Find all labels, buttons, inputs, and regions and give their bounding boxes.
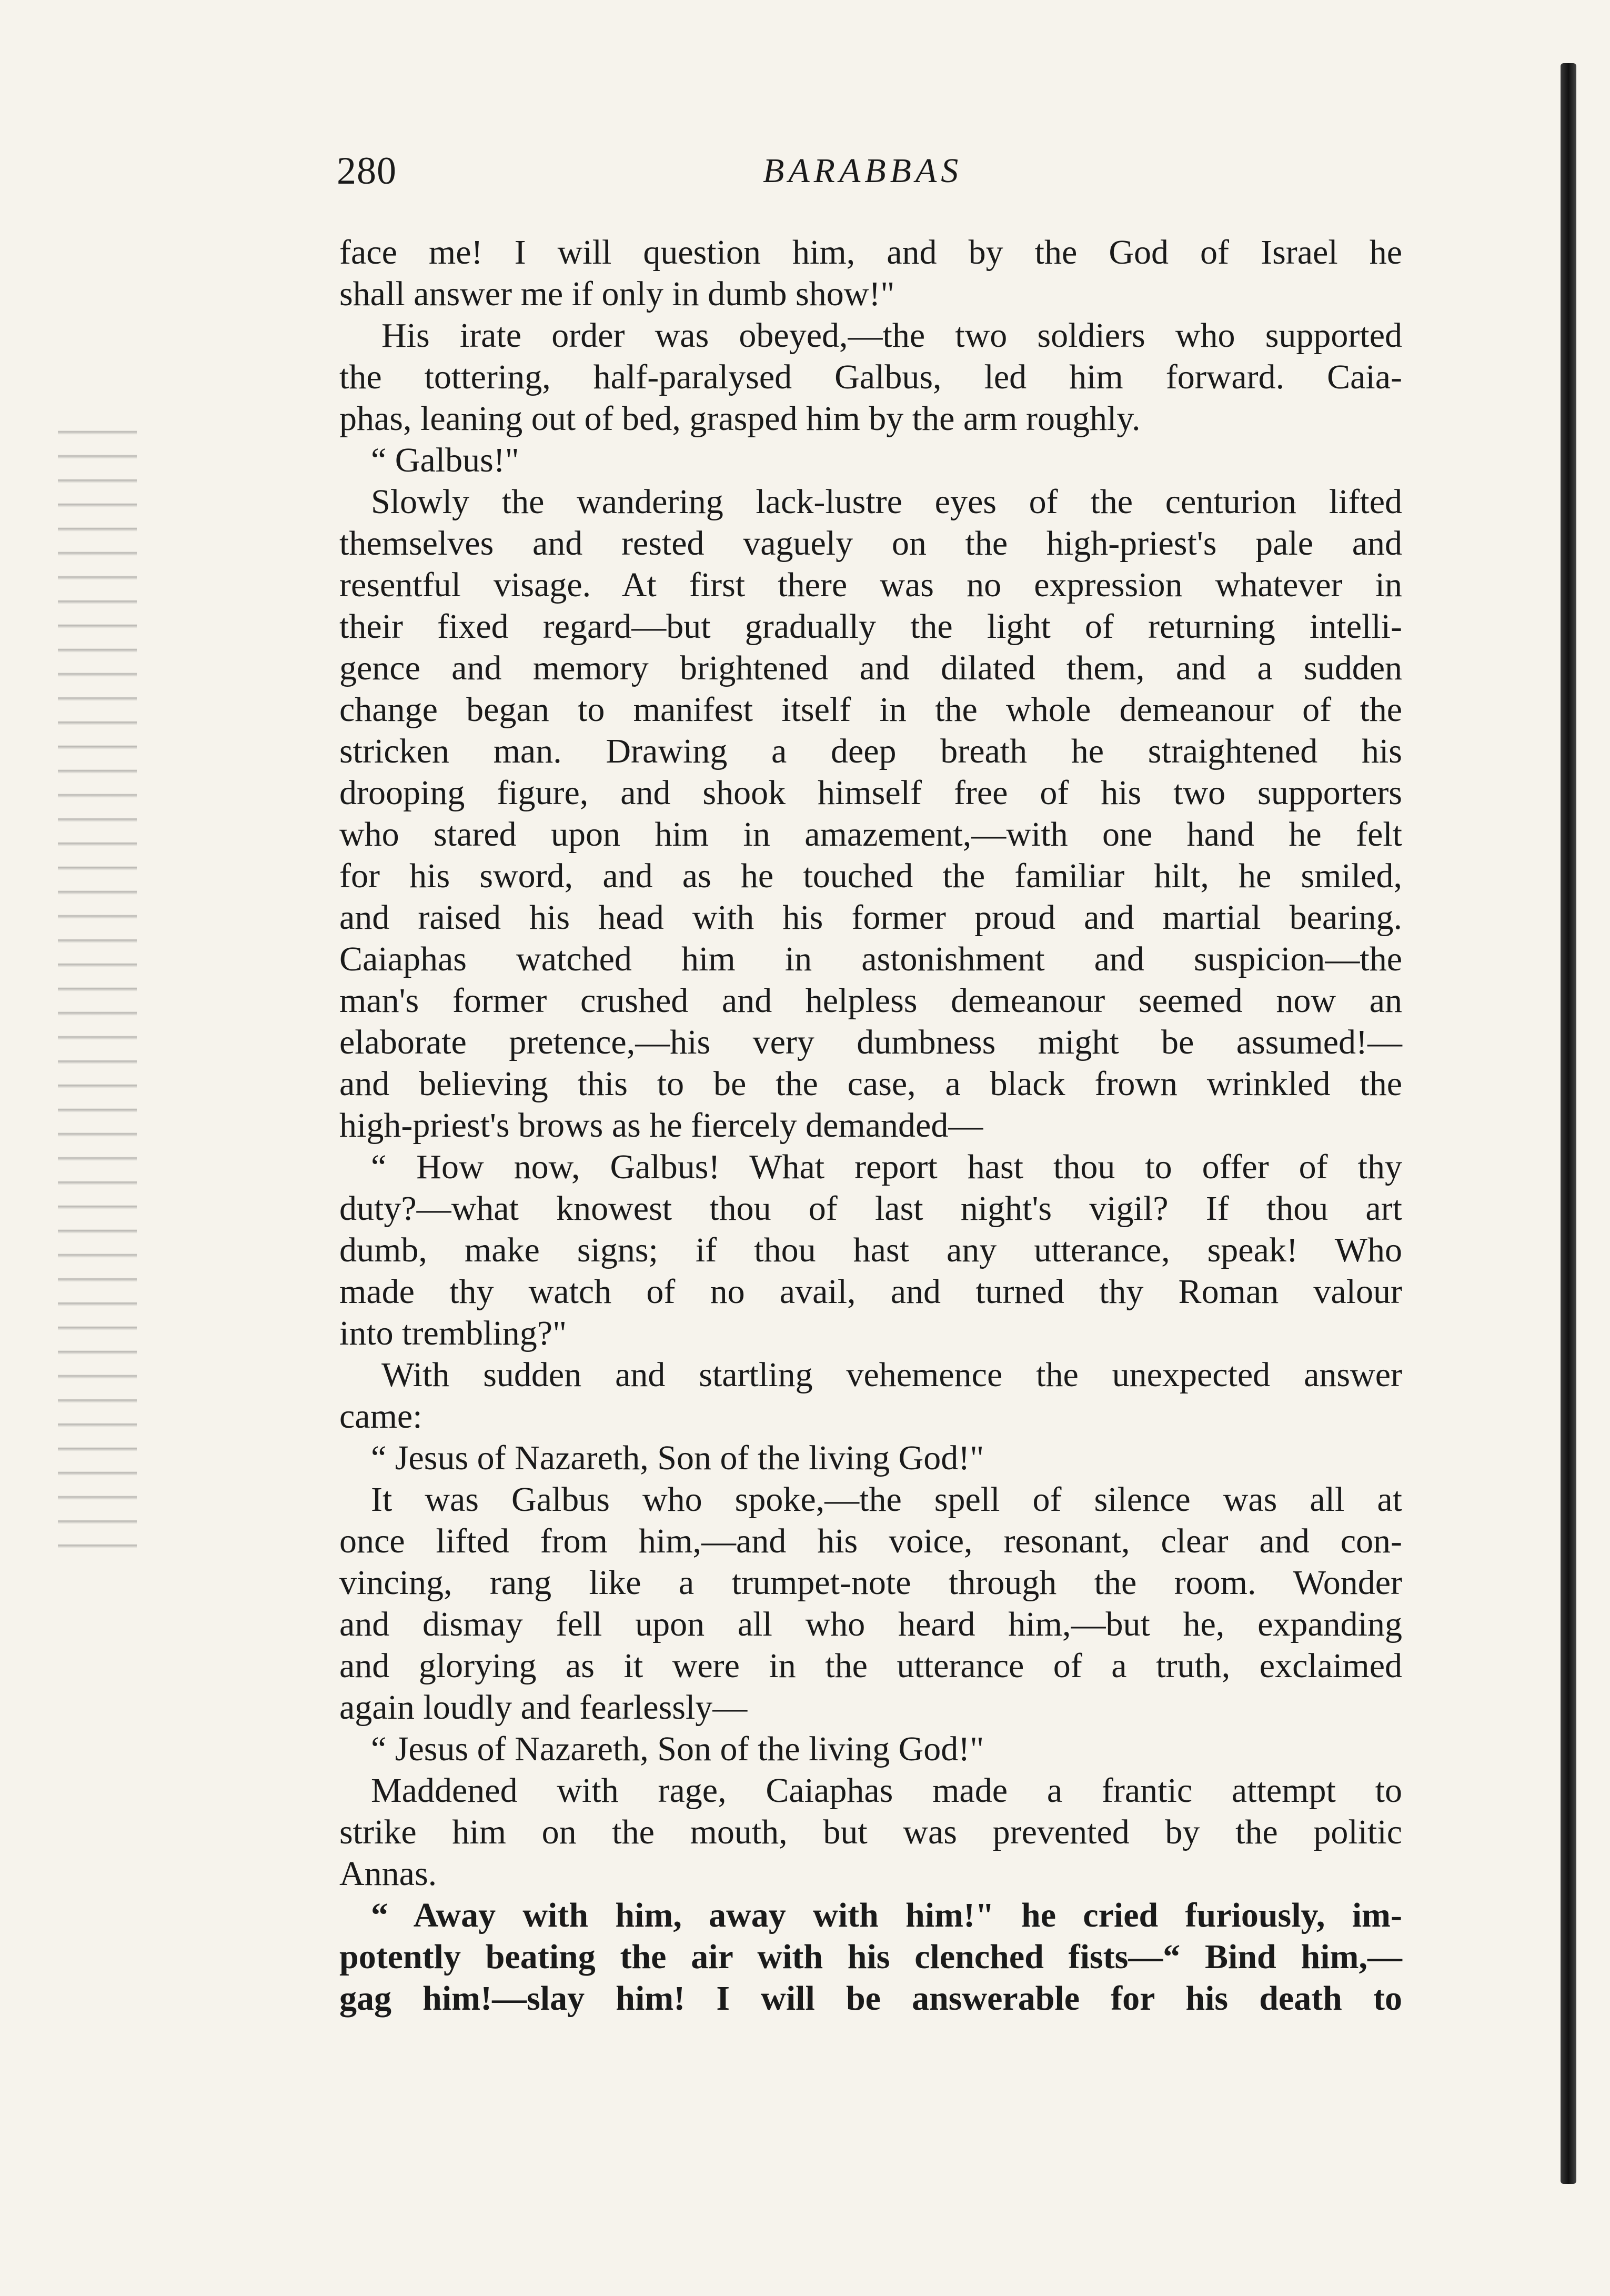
text-line: the tottering, half-paralysed Galbus, led him forward. Caia-: [339, 358, 1402, 396]
text-line: shall answer me if only in dumb show!": [339, 275, 895, 313]
text-line: made thy watch of no avail, and turned thy Roman valour: [339, 1272, 1402, 1311]
text-line: resentful visage. At first there was no expression whatever in: [339, 566, 1402, 604]
binding-edge: [1561, 63, 1576, 2184]
text-line: drooping figure, and shook himself free of his two supporters: [339, 774, 1402, 812]
text-line: phas, leaning out of bed, grasped him by the arm roughly.: [339, 399, 1141, 438]
text-line: “ Jesus of Nazareth, Son of the living God!": [371, 1730, 984, 1768]
text-line: With sudden and startling vehemence the unexpected answer: [381, 1356, 1402, 1394]
text-line: for his sword, and as he touched the familiar hilt, he smiled,: [339, 857, 1402, 895]
text-line: It was Galbus who spoke,—the spell of silence was all at: [371, 1480, 1402, 1519]
text-line: “ How now, Galbus! What report hast thou to offer of thy: [371, 1148, 1402, 1186]
text-line: and raised his head with his former proud and martial bearing.: [339, 898, 1402, 937]
running-head: [337, 142, 1421, 200]
gutter-scan-marks: [58, 410, 137, 1568]
body-text: [339, 232, 1402, 2019]
running-title: BARABBAS: [763, 152, 963, 190]
page-number: 280: [337, 149, 397, 193]
text-line: and dismay fell upon all who heard him,—but he, expanding: [339, 1605, 1402, 1643]
text-line: their fixed regard—but gradually the light of returning intelli-: [339, 607, 1402, 646]
text-line: Annas.: [339, 1854, 437, 1893]
text-line: stricken man. Drawing a deep breath he straightened his: [339, 732, 1402, 770]
text-line: “ Jesus of Nazareth, Son of the living God!": [371, 1439, 984, 1477]
text-line: Slowly the wandering lack-lustre eyes of the centurion lifted: [371, 483, 1402, 521]
text-line: man's former crushed and helpless demeanour seemed now an: [339, 981, 1402, 1020]
text-line: Maddened with rage, Caiaphas made a frantic attempt to: [371, 1771, 1402, 1810]
text-line: came:: [339, 1397, 422, 1436]
text-line: again loudly and fearlessly—: [339, 1688, 748, 1727]
text-line: once lifted from him,—and his voice, resonant, clear and con-: [339, 1522, 1402, 1560]
text-line: “ Galbus!": [371, 441, 519, 479]
text-line: “ Away with him, away with him!" he cried furiously, im-: [371, 1896, 1402, 1934]
text-line: gag him!—slay him! I will be answerable for his death to: [339, 1979, 1402, 2018]
text-line: themselves and rested vaguely on the high-priest's pale and: [339, 524, 1402, 563]
text-line: His irate order was obeyed,—the two soldiers who supported: [381, 316, 1402, 355]
text-line: dumb, make signs; if thou hast any utterance, speak! Who: [339, 1231, 1402, 1269]
text-line: potently beating the air with his clenched fists—“ Bind him,—: [339, 1938, 1402, 1976]
text-line: and glorying as it were in the utterance of a truth, exclaimed: [339, 1647, 1402, 1685]
text-line: face me! I will question him, and by the God of Israel he: [339, 233, 1402, 272]
text-line: gence and memory brightened and dilated them, and a sudden: [339, 649, 1402, 687]
text-line: change began to manifest itself in the whole demeanour of the: [339, 690, 1402, 729]
text-line: high-priest's brows as he fiercely demanded—: [339, 1106, 983, 1145]
text-line: duty?—what knowest thou of last night's vigil? If thou art: [339, 1189, 1402, 1228]
text-line: who stared upon him in amazement,—with one hand he felt: [339, 815, 1402, 854]
text-line: into trembling?": [339, 1314, 567, 1352]
text-line: strike him on the mouth, but was prevented by the politic: [339, 1813, 1402, 1851]
text-line: and believing this to be the case, a black frown wrinkled the: [339, 1065, 1402, 1103]
text-line: elaborate pretence,—his very dumbness might be assumed!—: [339, 1023, 1402, 1061]
text-line: vincing, rang like a trumpet-note through the room. Wonder: [339, 1563, 1402, 1602]
text-line: Caiaphas watched him in astonishment and suspicion—the: [339, 940, 1402, 978]
